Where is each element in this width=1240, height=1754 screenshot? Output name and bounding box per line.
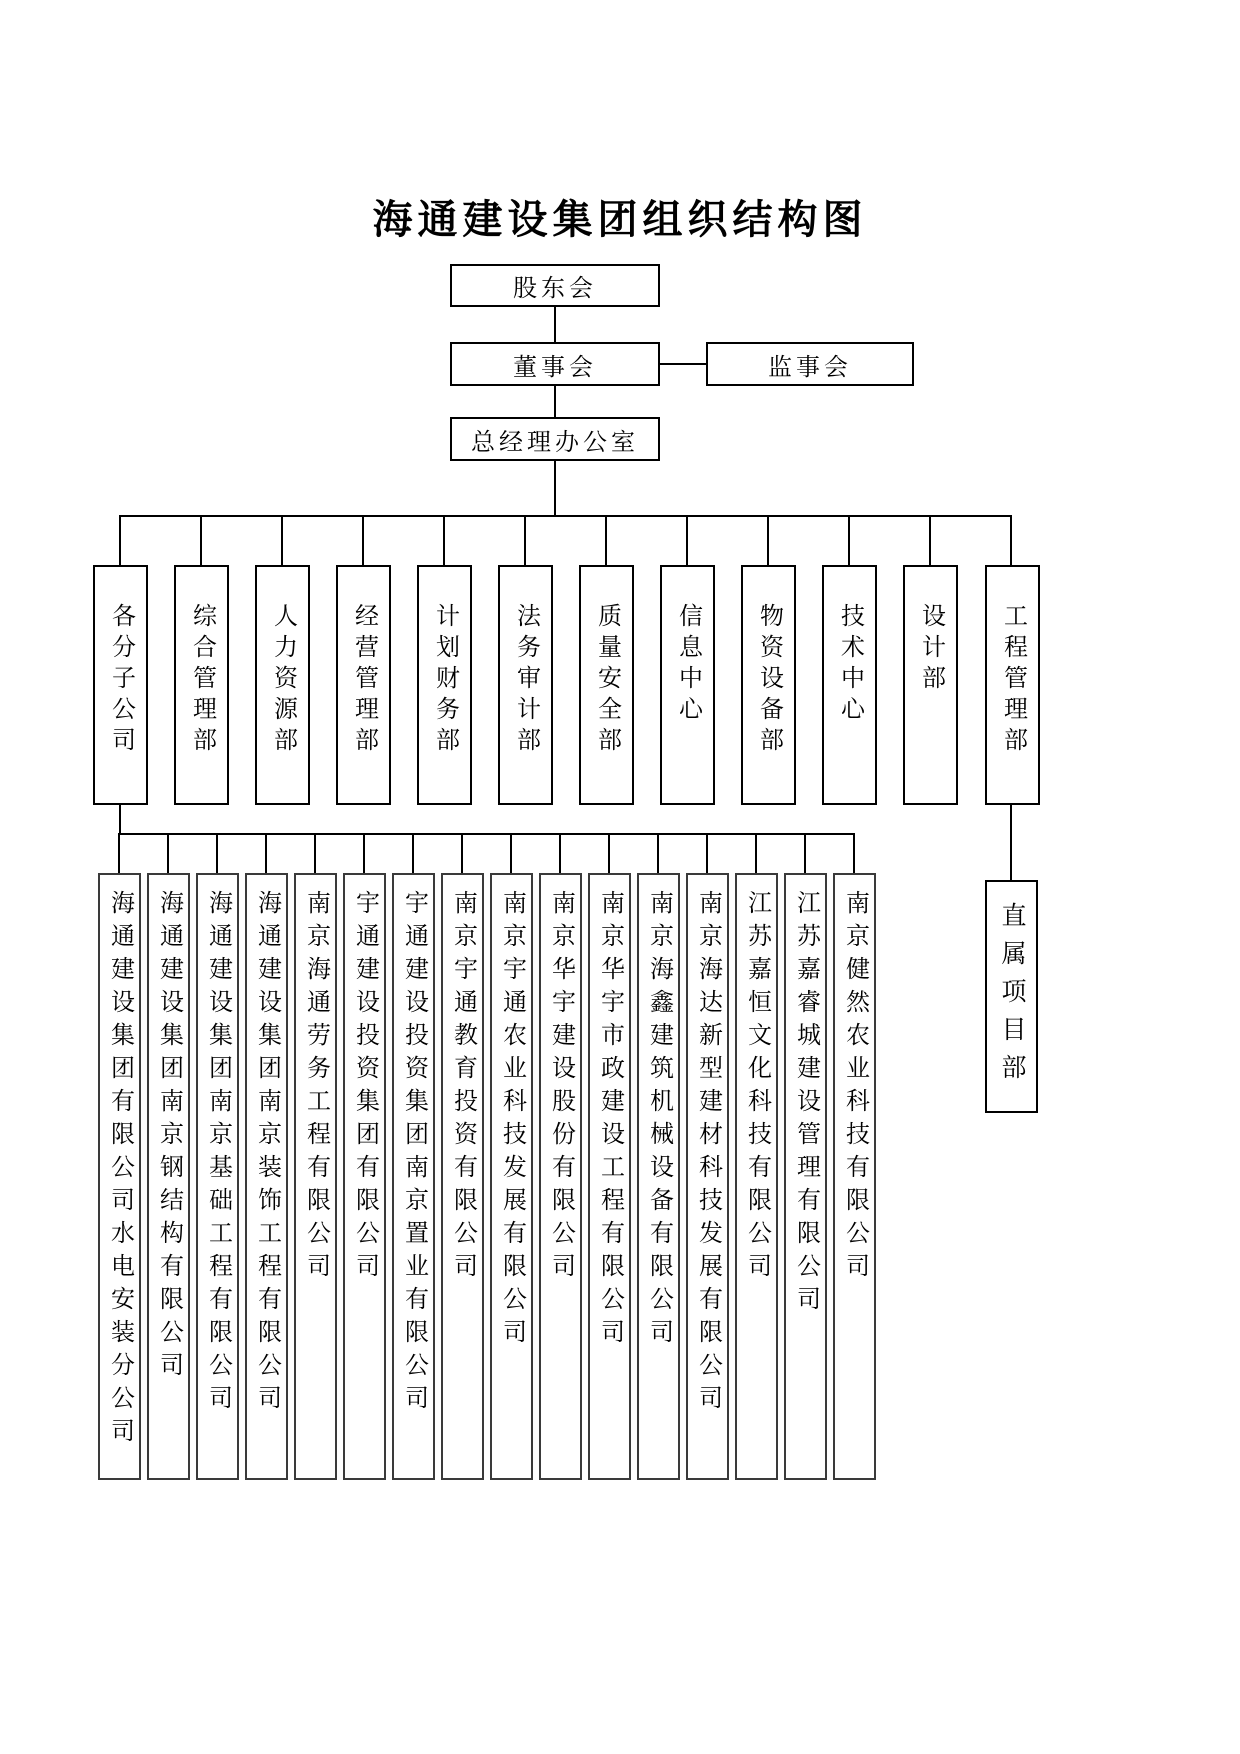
dept-label: 设计部 xyxy=(917,603,944,696)
connector-line xyxy=(167,833,169,873)
dept-label: 法务审计部 xyxy=(512,603,539,758)
connector-rail xyxy=(119,515,1012,517)
org-node-shareholders xyxy=(450,264,660,307)
connector-line xyxy=(119,515,121,565)
direct-project-dept-node xyxy=(985,880,1038,1113)
dept-node-quality-safety xyxy=(579,565,634,805)
connector-line xyxy=(554,386,556,417)
subsidiary-node xyxy=(784,873,827,1480)
subsidiary-label: 江苏嘉恒文化科技有限公司 xyxy=(743,890,770,1286)
subsidiary-label: 宇通建设投资集团南京置业有限公司 xyxy=(400,890,427,1418)
connector-line xyxy=(755,833,757,873)
connector-line xyxy=(461,833,463,873)
subsidiary-label: 海通建设集团南京钢结构有限公司 xyxy=(155,890,182,1385)
subsidiary-label: 海通建设集团有限公司水电安装分公司 xyxy=(106,890,133,1451)
connector-line xyxy=(216,833,218,873)
dept-label: 质量安全部 xyxy=(593,603,620,758)
subsidiary-node xyxy=(294,873,337,1480)
dept-label: 综合管理部 xyxy=(188,603,215,758)
org-node-label: 总经理办公室 xyxy=(471,429,639,456)
dept-label: 物资设备部 xyxy=(755,603,782,758)
dept-node-subsidiaries xyxy=(93,565,148,805)
page-title: 海通建设集团组织结构图 xyxy=(372,197,868,242)
connector-line xyxy=(706,833,708,873)
dept-node-legal-audit xyxy=(498,565,553,805)
connector-line xyxy=(686,515,688,565)
subsidiary-node xyxy=(392,873,435,1480)
org-node-board xyxy=(450,342,660,386)
dept-node-general-management xyxy=(174,565,229,805)
connector-line xyxy=(608,833,610,873)
dept-node-materials-equipment xyxy=(741,565,796,805)
connector-line xyxy=(1010,515,1012,565)
connector-line xyxy=(363,833,365,873)
connector-line xyxy=(605,515,607,565)
connector-line xyxy=(265,833,267,873)
subsidiary-label: 南京健然农业科技有限公司 xyxy=(841,890,868,1286)
connector-line xyxy=(559,833,561,873)
subsidiary-label: 南京宇通教育投资有限公司 xyxy=(449,890,476,1286)
connector-line xyxy=(118,833,120,873)
dept-node-design xyxy=(903,565,958,805)
connector-line xyxy=(200,515,202,565)
connector-line xyxy=(524,515,526,565)
subsidiary-node xyxy=(637,873,680,1480)
subsidiary-node xyxy=(196,873,239,1480)
subsidiary-label: 南京华宇市政建设工程有限公司 xyxy=(596,890,623,1352)
direct-project-dept-label: 直属项目部 xyxy=(998,902,1025,1092)
connector-line xyxy=(281,515,283,565)
subsidiary-label: 南京宇通农业科技发展有限公司 xyxy=(498,890,525,1352)
connector-line xyxy=(929,515,931,565)
subsidiary-label: 海通建设集团南京基础工程有限公司 xyxy=(204,890,231,1418)
org-node-label: 董事会 xyxy=(513,354,597,381)
subsidiary-node xyxy=(343,873,386,1480)
subsidiary-node xyxy=(539,873,582,1480)
subsidiary-label: 宇通建设投资集团有限公司 xyxy=(351,890,378,1286)
connector-line xyxy=(767,515,769,565)
connector-line xyxy=(510,833,512,873)
dept-node-planning-finance xyxy=(417,565,472,805)
subsidiary-label: 江苏嘉睿城建设管理有限公司 xyxy=(792,890,819,1319)
dept-label: 技术中心 xyxy=(836,603,863,727)
connector-line xyxy=(804,833,806,873)
connector-line xyxy=(554,307,556,342)
subsidiary-label: 南京华宇建设股份有限公司 xyxy=(547,890,574,1286)
dept-node-technology-center xyxy=(822,565,877,805)
subsidiary-label: 南京海鑫建筑机械设备有限公司 xyxy=(645,890,672,1352)
subsidiary-node xyxy=(588,873,631,1480)
dept-label: 经营管理部 xyxy=(350,603,377,758)
subsidiary-node xyxy=(98,873,141,1480)
subsidiary-node xyxy=(490,873,533,1480)
subsidiary-node xyxy=(441,873,484,1480)
subsidiary-node xyxy=(147,873,190,1480)
subsidiary-node xyxy=(245,873,288,1480)
connector-line xyxy=(362,515,364,565)
connector-line xyxy=(660,363,706,365)
dept-node-engineering-management xyxy=(985,565,1040,805)
subsidiary-node xyxy=(686,873,729,1480)
subsidiary-label: 南京海通劳务工程有限公司 xyxy=(302,890,329,1286)
subsidiary-node xyxy=(833,873,876,1480)
connector-line xyxy=(412,833,414,873)
subsidiary-label: 南京海达新型建材科技发展有限公司 xyxy=(694,890,721,1418)
org-node-label: 监事会 xyxy=(768,354,852,381)
dept-label: 人力资源部 xyxy=(269,603,296,758)
org-node-supervisory xyxy=(706,342,914,386)
dept-node-human-resources xyxy=(255,565,310,805)
connector-line xyxy=(848,515,850,565)
dept-node-operations xyxy=(336,565,391,805)
dept-label: 计划财务部 xyxy=(431,603,458,758)
connector-line xyxy=(554,461,556,515)
connector-line xyxy=(119,805,121,833)
dept-node-information-center xyxy=(660,565,715,805)
org-node-gm-office xyxy=(450,417,660,461)
dept-label: 各分子公司 xyxy=(107,603,134,758)
connector-line xyxy=(1010,805,1012,880)
connector-line xyxy=(443,515,445,565)
dept-label: 信息中心 xyxy=(674,603,701,727)
subsidiary-label: 海通建设集团南京装饰工程有限公司 xyxy=(253,890,280,1418)
connector-rail xyxy=(119,833,855,835)
org-node-label: 股东会 xyxy=(513,276,597,302)
connector-line xyxy=(853,833,855,873)
dept-label: 工程管理部 xyxy=(999,603,1026,758)
connector-line xyxy=(657,833,659,873)
connector-line xyxy=(314,833,316,873)
subsidiary-node xyxy=(735,873,778,1480)
